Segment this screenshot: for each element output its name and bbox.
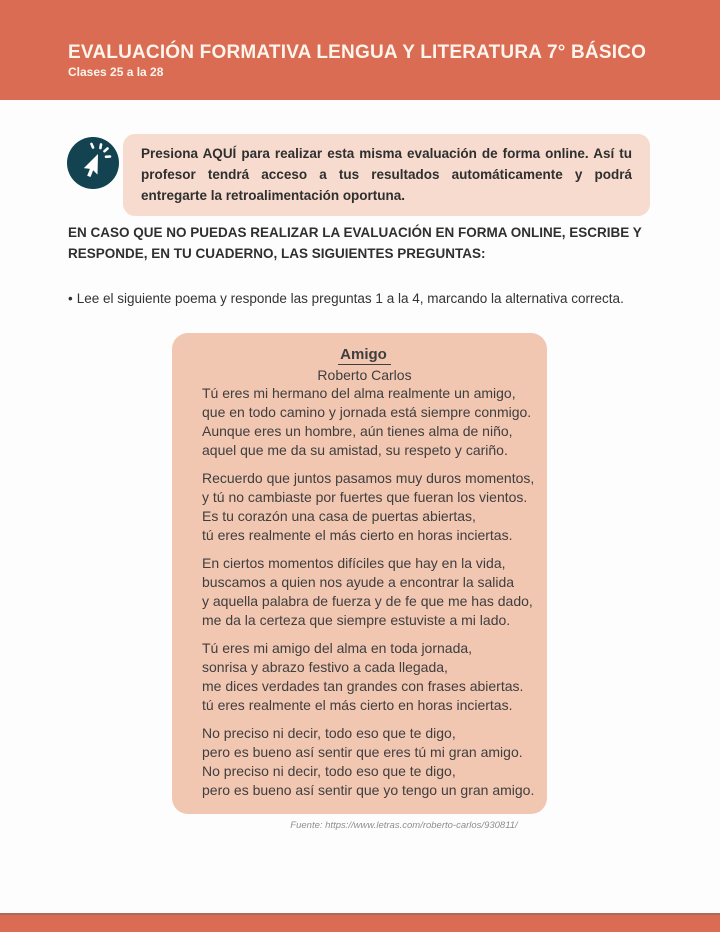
poem-box xyxy=(172,333,547,814)
header-band xyxy=(0,0,720,100)
poem-line: Es tu corazón una casa de puertas abiertas, xyxy=(202,508,476,524)
source-citation: Fuente: https://www.letras.com/roberto-carlos/930811/ xyxy=(290,820,518,831)
poem-line: y aquella palabra de fuerza y de fe que me has dado, xyxy=(202,593,533,609)
callout-prefix: Presiona xyxy=(141,146,203,161)
poem-line: sonrisa y abrazo festivo a cada llegada, xyxy=(202,659,448,675)
poem-line: Recuerdo que juntos pasamos muy duros momentos, xyxy=(202,470,535,486)
poem-line: En ciertos momentos difíciles que hay en la vida, xyxy=(202,555,506,571)
poem-line: aquel que me da su amistad, su respeto y cariño. xyxy=(202,442,508,458)
poem-stanza xyxy=(202,384,532,460)
bullet-item xyxy=(68,290,668,307)
poem-line: que en todo camino y jornada está siempre conmigo. xyxy=(202,404,532,420)
poem-line: buscamos a quien nos ayude a encontrar la salida xyxy=(202,574,515,590)
page-title: EVALUACIÓN FORMATIVA LENGUA Y LITERATURA 7° BÁSICO xyxy=(68,42,647,63)
poem-line: me da la certeza que siempre estuviste a mi lado. xyxy=(202,612,511,628)
poem-line: No preciso ni decir, todo eso que te digo, xyxy=(202,763,456,779)
bullet-text: Lee el siguiente poema y responde las preguntas 1 a la 4, marcando la alternativa correcta. xyxy=(76,291,624,306)
poem-head xyxy=(202,346,527,384)
poem-stanza xyxy=(202,554,533,630)
poem-line: pero es bueno así sentir que eres tú mi gran amigo. xyxy=(202,744,523,760)
poem-line: Tú eres mi amigo del alma en toda jornada, xyxy=(202,640,473,656)
callout-suffix: para realizar esta misma evaluación de forma online. Así tu profesor tendrá acceso a tus resultados automáticamente y podrá entregarte la retroalimentación oportuna. xyxy=(141,146,632,203)
poem-line: tú eres realmente el más cierto en horas inciertas. xyxy=(202,697,513,713)
poem-stanza xyxy=(202,639,527,715)
bullet-marker: • xyxy=(68,291,73,306)
poem-stanza xyxy=(202,469,535,545)
online-callout[interactable] xyxy=(123,134,650,216)
poem-author: Roberto Carlos xyxy=(317,367,412,383)
footer-band xyxy=(0,913,720,932)
poem-line: No preciso ni decir, todo eso que te digo, xyxy=(202,725,456,741)
online-callout-row xyxy=(67,134,650,216)
poem-line: Aunque eres un hombre, aún tienes alma de niño, xyxy=(202,423,513,439)
poem-line: me dices verdades tan grandes con frases abiertas. xyxy=(202,678,524,694)
poem-line: tú eres realmente el más cierto en horas inciertas. xyxy=(202,527,513,543)
aqui-link[interactable]: AQUÍ xyxy=(202,146,237,161)
poem-line: pero es bueno así sentir que yo tengo un gran amigo. xyxy=(202,782,535,798)
callout-text xyxy=(141,143,632,206)
page-subtitle: Clases 25 a la 28 xyxy=(68,65,164,79)
click-cursor-icon xyxy=(67,137,119,189)
poem-stanza xyxy=(202,724,535,800)
poem-line: Tú eres mi hermano del alma realmente un amigo, xyxy=(202,385,516,401)
offline-instructions: EN CASO QUE NO PUEDAS REALIZAR LA EVALUACIÓN EN FORMA ONLINE, ESCRIBE Y RESPONDE, EN TU CUADERNO, LAS SIGUIENTES PREGUNTAS: xyxy=(68,225,642,261)
poem-title: Amigo xyxy=(338,346,391,365)
poem-line: y tú no cambiaste por fuertes que fueran los vientos. xyxy=(202,489,528,505)
